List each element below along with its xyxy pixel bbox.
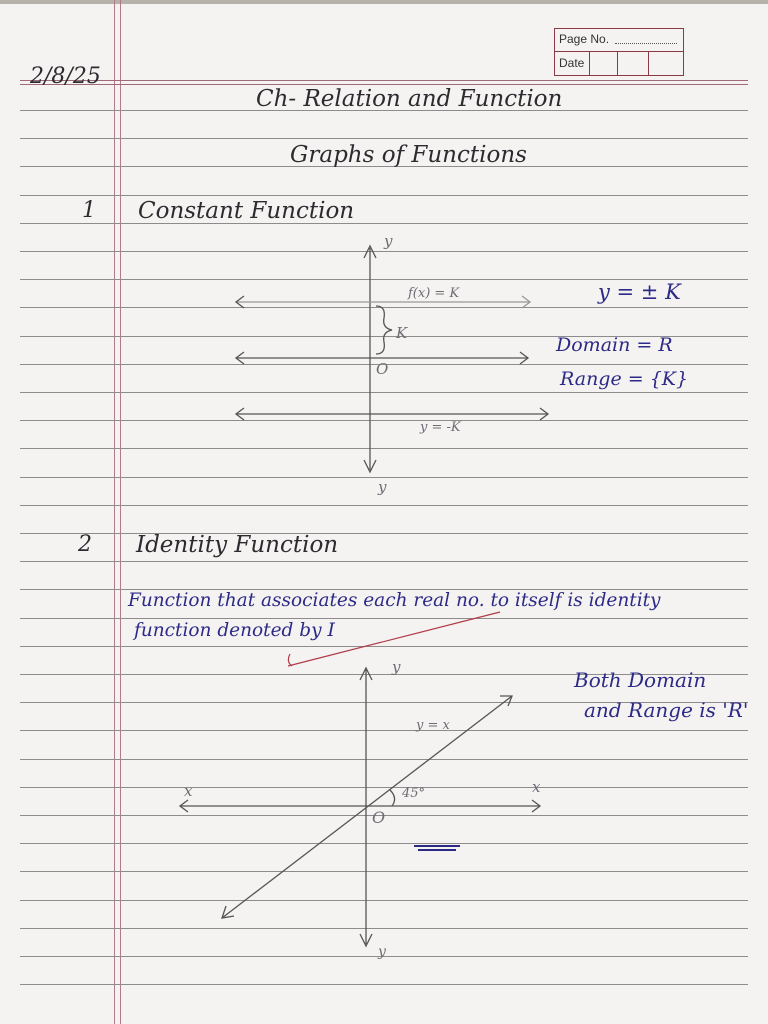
date-label: Date <box>559 56 585 70</box>
constant-function-graph <box>236 246 548 472</box>
graph1-y-top-label: y <box>384 232 393 250</box>
graph2-x-left-label: x <box>184 782 193 800</box>
section-1-number: 1 <box>82 198 96 223</box>
graph1-k-label: K <box>396 324 408 342</box>
graph1-origin-label: O <box>376 360 389 378</box>
section-title: Graphs of Functions <box>290 142 527 168</box>
graph1-y-bottom-label: y <box>378 478 387 496</box>
constant-equation: y = ± K <box>598 280 681 304</box>
section-2-number: 2 <box>78 532 92 557</box>
graph2-x-right-label: x <box>532 778 541 796</box>
graph2-angle-label: 45° <box>402 786 426 801</box>
constant-domain: Domain = R <box>556 334 673 356</box>
identity-note-line1: Both Domain <box>574 668 707 692</box>
red-hook-mark <box>288 654 292 666</box>
identity-function-graph <box>180 668 540 946</box>
identity-note-line2: and Range is 'R' <box>584 698 749 722</box>
graph2-identity-line <box>222 696 512 918</box>
graph1-lower-line-label: y = -K <box>420 420 461 435</box>
section-1-heading: Constant Function <box>138 198 355 224</box>
identity-definition-line2: function denoted by I <box>134 620 335 641</box>
constant-range: Range = {K} <box>560 368 689 390</box>
graph2-angle-arc <box>390 790 395 806</box>
graph2-line-label: y = x <box>416 718 450 733</box>
blue-double-dash-mark <box>414 846 460 850</box>
page-no-label: Page No. <box>559 32 610 46</box>
graph2-y-top-label: y <box>392 658 401 676</box>
section-2-heading: Identity Function <box>136 532 339 558</box>
graph2-y-bottom-label: y <box>378 944 386 960</box>
graph1-upper-line-label: f(x) = K <box>408 286 460 301</box>
graph2-origin-label: O <box>372 808 386 827</box>
chapter-title: Ch- Relation and Function <box>256 86 563 112</box>
graph1-k-brace <box>376 306 392 354</box>
identity-definition-line1: Function that associates each real no. to itself is identity <box>128 590 661 611</box>
handwritten-date: 2/8/25 <box>30 64 101 89</box>
